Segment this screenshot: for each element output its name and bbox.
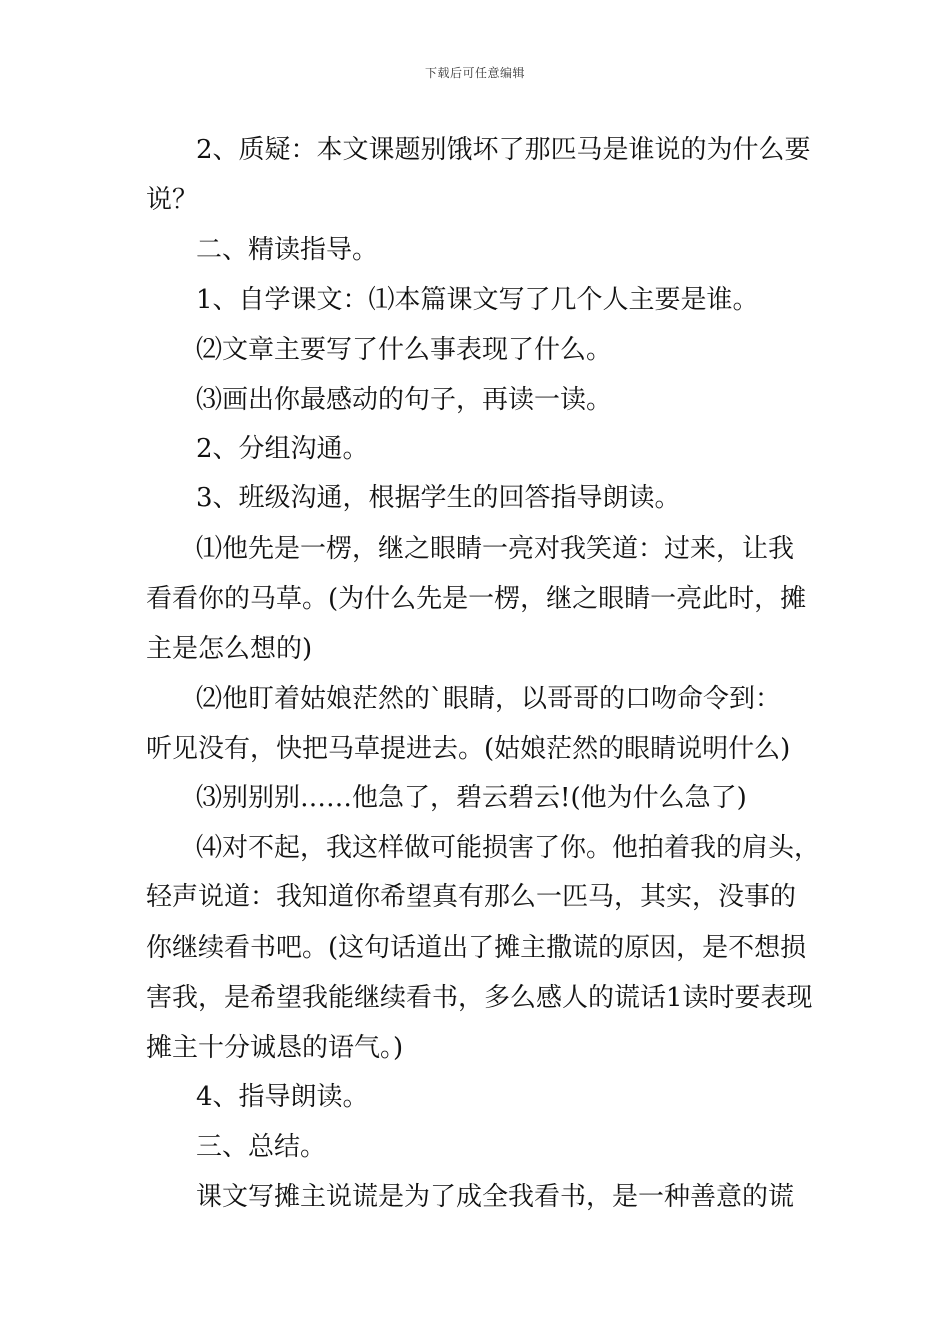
text-line: 2、质疑：本文课题别饿坏了那匹马是谁说的为什么要: [196, 135, 811, 165]
text-line: ⑵文章主要写了什么事表现了什么。: [196, 335, 613, 365]
text-line: 轻声说道：我知道你希望真有那么一匹马，其实，没事的: [146, 882, 797, 912]
text-line: 4、指导朗读。: [196, 1082, 369, 1112]
text-line: 主是怎么想的): [146, 634, 313, 664]
text-line: 看看你的马草。(为什么先是一楞，继之眼睛一亮此时，摊: [146, 584, 807, 614]
text-line: ⑵他盯着姑娘茫然的`眼睛，以哥哥的口吻命令到：: [196, 684, 782, 714]
text-line: 课文写摊主说谎是为了成全我看书，是一种善意的谎: [196, 1182, 795, 1212]
text-line: 说？: [146, 185, 199, 215]
text-line: 听见没有，快把马草提进去。(姑娘茫然的眼睛说明什么): [146, 734, 791, 764]
text-line: ⑶画出你最感动的句子，再读一读。: [196, 385, 613, 415]
text-line: 你继续看书吧。(这句话道出了摊主撒谎的原因，是不想损: [146, 933, 807, 963]
text-line: ⑶别别别……他急了，碧云碧云!(他为什么急了): [196, 783, 747, 813]
page-header: 下载后可任意编辑: [424, 66, 525, 80]
text-line: 1、自学课文：⑴本篇课文写了几个人主要是谁。: [196, 285, 759, 315]
section-heading: 二、精读指导。: [196, 235, 379, 265]
text-line: ⑴他先是一楞，继之眼睛一亮对我笑道：过来，让我: [196, 534, 795, 564]
text-line: 摊主十分诚恳的语气。): [146, 1033, 404, 1063]
text-line: 害我，是希望我能继续看书，多么感人的谎话1读时要表现: [146, 983, 813, 1013]
text-line: ⑷对不起，我这样做可能损害了你。他拍着我的肩头，: [196, 833, 821, 863]
section-heading: 三、总结。: [196, 1132, 327, 1162]
text-line: 2、分组沟通。: [196, 434, 369, 464]
text-line: 3、班级沟通，根据学生的回答指导朗读。: [196, 483, 681, 513]
